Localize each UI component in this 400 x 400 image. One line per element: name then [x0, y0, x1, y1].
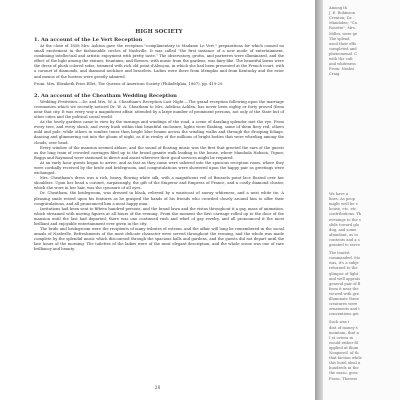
adjacent-page-line: The tourist [329, 251, 350, 256]
section-2-paragraph: As the lovely gardens came to view by the turnings and windings of the road, a scene of dazzling splendor met the eye. From every tree, and every shrub, and every bush within that beautiful enclosure, lights were flashing, some of them fiery red, others mild and pale, while others in sombre tones then bright blue beams across the winding walks and through the drooping foliage, dancing and glimmering out into the gloom of night, as if in rivalry of the millions of bright bodies that were wheeling among the clouds, over head. [34, 120, 284, 145]
adjacent-page-line: Crenton; Dr. [329, 16, 353, 21]
adjacent-page-line: creatures were [329, 302, 358, 307]
adjacent-page-line: house, etc. etc. [329, 207, 358, 212]
section-1-heading: 1. An account of the Le Vert Reception [34, 37, 143, 43]
adjacent-page-line: that faction while [329, 356, 362, 361]
adjacent-page-line: Among th [329, 6, 348, 10]
adjacent-page-line: Craig. [329, 72, 341, 77]
adjacent-page-line: dug, and some [329, 227, 357, 232]
section-1-citation: From: Mrs. Elizabeth Fries Ellet, The Queens of American Society (Philadelphia, 1867), pp. 419-20. [34, 81, 224, 86]
section-2-heading: 2. An account of the Cheatham Wedding Reception [34, 92, 177, 99]
adjacent-page-line: slide toward glo [329, 222, 360, 227]
section-2-paragraph: At an early hour guests began to arrive, and as fast as they came were ushered into the spacious reception room, where they were cordially received by the bride and bridegroom, and congratulations were showered upon the happy pair as greetings were exchanged. [34, 160, 284, 176]
adjacent-page-line: phenomenal. C [329, 51, 358, 56]
adjacent-page-line: the seaso. goes [329, 371, 358, 376]
adjacent-page-line: Nonpareil. of th [329, 351, 359, 355]
adjacent-page-line: lines. As peop [329, 197, 356, 202]
adjacent-page-line: I et cetera m [329, 335, 354, 340]
adjacent-page-line: contributions. Th [329, 212, 362, 217]
adjacent-page [323, 0, 400, 400]
adjacent-page-line: returned to the [329, 266, 358, 271]
section-2-paragraph: Wedding Festivities.—Dr. and Mrs. W. A. Cheatham's Reception Last Night.—The grand reception following upon the marriage ceremonies which we recently noticed Dr. W. A. Cheatham to Mrs. Adelicia Acklen, has never been eighty or forty proved (from near that city. It was every way a magnificent affair, attended by a large number of prominent persons, not only of the State but of other cities and the political social world. [34, 99, 284, 120]
adjacent-page-line: used their effo [329, 41, 357, 46]
page-content [34, 29, 284, 253]
section-2-paragraph: Dr. Cheatham, the bridegroom, was dressed in black, relieved by a waistcoat of snowy whiteness, and a neat white tie. A pleasing smile rested upon his features as he grasped the hands of his friends who crowded closely around him to offer their congratulations, and all pronounced him a most happy man. [34, 191, 284, 206]
adjacent-page-line: general pair of fl [329, 281, 361, 286]
section-2-paragraph: Mrs. Cheatham's dress was a rich, heavy, flowing white silk, with a magnificent veil of Brussels point lace floated over her shoulders. Upon her head a coronet, surpassingly, the gift of the Emperor and Empress of France, and a costly diamond cluster, which she wore in her hair, was the cynosure of all eyes. [34, 176, 284, 191]
adjacent-page-line: commanded. Mo [329, 256, 361, 261]
adjacent-page-line: with the cult [329, 57, 353, 61]
adjacent-page-line: We have a [329, 192, 349, 196]
adjacent-page-line: viewed with gre [329, 291, 359, 296]
section-2-paragraph: Invitations had been sent to fifteen hundred persons, and the broad lawn and the vistas throughout it a gay, mass of animation, which streamed with moving figures at all hours of the evening. From the moment the first carriage rolled up to the door of the mansion until the last had departed, there was one continued rush and whirl of gay revelry, and all pronounced it the most brilliant and enjoyable entertainment ever given in the city. [34, 206, 284, 226]
section-2-paragraph: Every window of the mansion seemed ablaze, and the sound of floating music was the first that greeted the ears of the guests as the long train of crowded carriages filed up to the broad granite walk leading to the house, where Mandada Hobson, Tignor, Boggs and Raymond were stationed to direct and assist wherever their good services might be required. [34, 145, 284, 160]
adjacent-page-line: Franc. Therese [329, 376, 358, 381]
adjacent-page-line: J. E. Robinson [329, 11, 355, 16]
page-number: 28 [154, 386, 161, 391]
adjacent-page-line: Miller, were ge [329, 31, 358, 36]
adjacent-page-line: maintain, that n [329, 330, 359, 335]
adjacent-page-line: and whiteness [329, 62, 356, 67]
adjacent-page-line: illuminate these [329, 297, 360, 301]
adjacent-page-line: glimpse of light [329, 271, 359, 276]
adjacent-page-line: this hotel ideal u [329, 361, 361, 366]
adjacent-page-line: ornaments and t [329, 307, 360, 312]
adjacent-page-line: and well apprais [329, 276, 360, 281]
adjacent-page-line: evenings to the s [329, 217, 361, 222]
adjacent-page-line: From: Nashvi [329, 67, 355, 72]
section-2-paragraph: The bride and bridegroom were the recipients of many tributes of esteem, and the affair will long be remembered in the social annals of Nashville. Refreshments of the most delicate character were served throughout the evening, and the whole was made complete by the splendid music which discoursed through the spacious halls and gardens, and the guests did not depart until the late hours of the morning. The toilettes of the ladies were of the most elegant description, and the whole scene was one of rare brilliancy and beauty. [34, 227, 284, 252]
book-gutter [315, 0, 323, 400]
adjacent-page-line: abundant, as to [329, 232, 359, 237]
adjacent-page-line: Mandolen; "Ca [329, 21, 357, 26]
adjacent-page-line: granted to serve [329, 243, 360, 247]
adjacent-page-line: conventions got [329, 312, 359, 317]
adjacent-page-line: Such was i [329, 320, 350, 325]
adjacent-page-line: Rosette"; Mrs. [329, 26, 356, 31]
adjacent-page-line: might well be e [329, 202, 358, 207]
adjacent-page-line: hundreds in the [329, 366, 359, 371]
adjacent-page-line: contents and a s [329, 237, 360, 242]
adjacent-page-line: dint of money's [329, 325, 358, 330]
adjacent-page-line: completed and [329, 46, 357, 51]
adjacent-page-line: was, it's a subje [329, 261, 359, 266]
adjacent-page-line: would rather fil [329, 340, 359, 345]
adjacent-page-line: from it near the [329, 286, 359, 291]
adjacent-page-line: applied at ilium [329, 345, 359, 350]
section-1-paragraph: At the close of 1858 Mrs. Ashton gave the reception "complimentary to Madame Le Vert," preparations for which caused no small excitement in the fashionable circles of Nashville. It was called "the first instance of a new mode of entertainment, combining intellectual and artistic enjoyment with pretty taste." The observatory, grotto, and parterres were illuminated, and the effect of the light among the statues, fountains, and flowers, with music from the gardens, was fairy-like. The beautiful lawns were the dress of plush colored sofas, trimmed with rich old point d'Alençon, in which she had been presented at the French court, with a coronet of diamonds, and diamond necklace and bracelets. Ladies were there from Memphis and from Kentucky and the ester and menus of the hostess were greatly admired. [34, 44, 284, 79]
running-head: HIGH SOCIETY [135, 29, 183, 35]
adjacent-page-line: The splend [329, 36, 350, 41]
